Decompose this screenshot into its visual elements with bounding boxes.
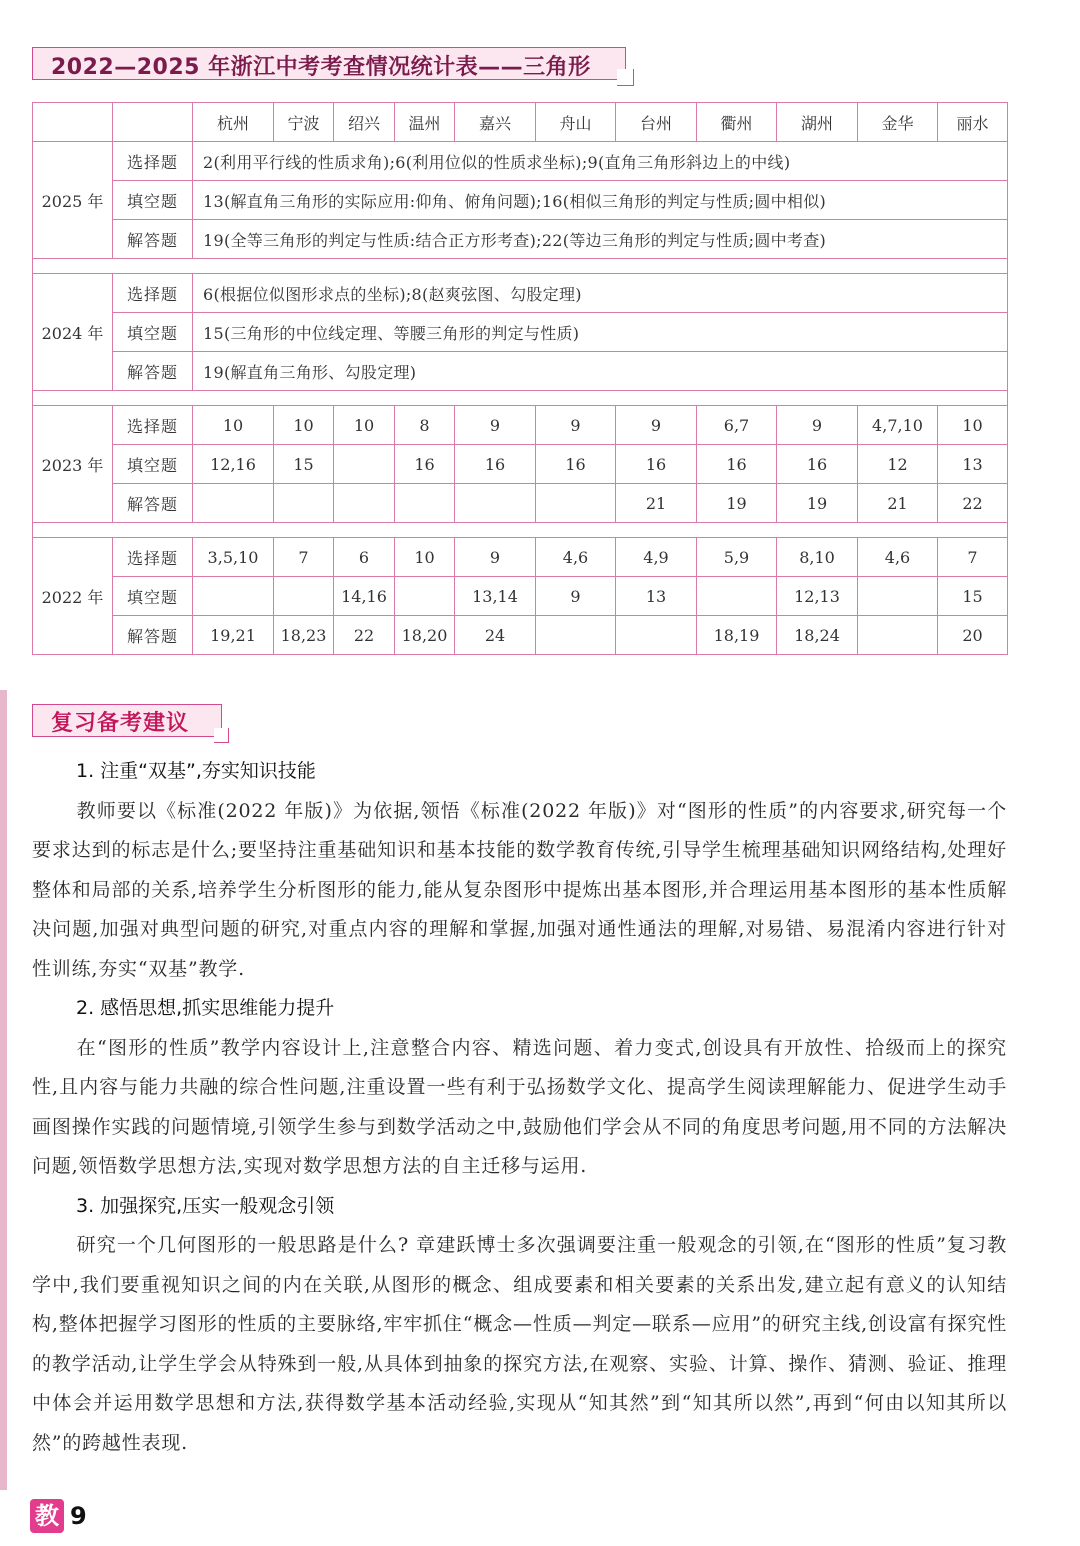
value-cell: 3,5,10 [193,538,274,577]
value-cell [395,484,455,523]
value-cell: 24 [455,616,536,655]
spacer-row [33,523,1008,538]
value-cell: 10 [193,406,274,445]
review-title-banner [32,704,222,737]
value-cell: 8 [395,406,455,445]
value-cell [334,445,395,484]
value-cell: 13 [616,577,697,616]
table-row [33,616,1008,655]
detail-cell: 6(根据位似图形求点的坐标);8(赵爽弦图、勾股定理) [193,274,1008,313]
value-cell: 7 [938,538,1008,577]
value-cell [193,577,274,616]
value-cell: 8,10 [777,538,858,577]
city-header: 杭州 [193,103,274,142]
city-header: 嘉兴 [455,103,536,142]
value-cell: 19 [777,484,858,523]
value-cell: 22 [938,484,1008,523]
detail-cell: 2(利用平行线的性质求角);6(利用位似的性质求坐标);9(直角三角形斜边上的中线) [193,142,1008,181]
value-cell: 9 [455,406,536,445]
value-cell: 18,20 [395,616,455,655]
value-cell: 5,9 [697,538,777,577]
city-header: 宁波 [274,103,334,142]
value-cell: 13 [938,445,1008,484]
value-cell: 18,19 [697,616,777,655]
question-type: 填空题 [113,577,193,616]
question-type: 填空题 [113,181,193,220]
section-heading: 3. 加强探究,压实一般观念引领 [76,1194,335,1217]
table-row [33,352,1008,391]
question-type: 解答题 [113,484,193,523]
header-blank [33,103,113,142]
value-cell [274,484,334,523]
value-cell: 16 [455,445,536,484]
value-cell: 10 [395,538,455,577]
question-type: 选择题 [113,406,193,445]
value-cell [858,616,938,655]
value-cell: 16 [395,445,455,484]
value-cell: 19 [697,484,777,523]
spacer-cell [33,523,1008,538]
value-cell: 4,7,10 [858,406,938,445]
city-header: 衢州 [697,103,777,142]
year-label: 2023 年 [33,406,113,523]
detail-cell: 19(全等三角形的判定与性质:结合正方形考查);22(等边三角形的判定与性质;圆中考查) [193,220,1008,259]
table-row [33,220,1008,259]
question-type: 解答题 [113,352,193,391]
value-cell: 9 [536,406,616,445]
value-cell: 9 [777,406,858,445]
question-type: 填空题 [113,445,193,484]
value-cell: 10 [334,406,395,445]
value-cell: 9 [455,538,536,577]
value-cell: 4,6 [858,538,938,577]
value-cell [395,577,455,616]
table-row [33,577,1008,616]
page-edge-strip [0,690,7,1490]
city-header: 舟山 [536,103,616,142]
question-type: 选择题 [113,538,193,577]
section-heading: 2. 感悟思想,抓实思维能力提升 [76,997,335,1019]
header-blank [113,103,193,142]
value-cell: 15 [938,577,1008,616]
table-row [33,313,1008,352]
spacer-row [33,259,1008,274]
value-cell: 10 [274,406,334,445]
value-cell [616,616,697,655]
value-cell: 18,23 [274,616,334,655]
value-cell: 22 [334,616,395,655]
table-row [33,484,1008,523]
question-type: 选择题 [113,274,193,313]
table-row [33,142,1008,181]
value-cell: 21 [616,484,697,523]
value-cell [334,484,395,523]
page-number: 9 [70,1502,87,1530]
question-type: 选择题 [113,142,193,181]
statistics-table [32,102,1008,655]
table-header-row [33,103,1008,142]
value-cell [274,577,334,616]
section-body: 研究一个几何图形的一般思路是什么? 章建跃博士多次强调要注重一般观念的引领,在“图形的性质”复习教学中,我们要重视知识之间的内在关联,从图形的概念、组成要素和相关要素的关系出发,建立起有意义的认知结构,整体把握学习图形的性质的主要脉络,牢牢抓住“概念—性质—判定—联系—应用”的研究主线,创设富有探究性的教学活动,让学生学会从特殊到一般,从具体到抽象的探究方法,在观察、实验、计算、操作、猜测、验证、推理中体会并运用数学思想和方法,获得数学基本活动经验,实现从“知其然”到“知其所以然”,再到“何由以知其所以然”的跨越性表现. [32,1234,1007,1454]
value-cell [193,484,274,523]
value-cell: 12,16 [193,445,274,484]
section-heading: 1. 注重“双基”,夯实知识技能 [76,760,316,782]
detail-cell: 15(三角形的中位线定理、等腰三角形的判定与性质) [193,313,1008,352]
value-cell: 4,6 [536,538,616,577]
value-cell: 19,21 [193,616,274,655]
value-cell: 15 [274,445,334,484]
spacer-row [33,391,1008,406]
value-cell: 16 [777,445,858,484]
value-cell: 16 [616,445,697,484]
question-type: 解答题 [113,220,193,259]
value-cell: 16 [536,445,616,484]
city-header: 金华 [858,103,938,142]
table-row [33,181,1008,220]
section-body: 在“图形的性质”教学内容设计上,注意整合内容、精选问题、着力变式,创设具有开放性、拾级而上的探究性,且内容与能力共融的综合性问题,注重设置一些有利于弘扬数学文化、提高学生阅读理解能力、促进学生动手画图操作实践的问题情境,引领学生参与到数学活动之中,鼓励他们学会从不同的角度思考问题,用不同的方法解决问题,领悟数学思想方法,实现对数学思想方法的自主迁移与运用. [32,1036,1007,1177]
value-cell: 4,9 [616,538,697,577]
value-cell [536,484,616,523]
table-title: 2022—2025 年浙江中考考查情况统计表——三角形 [51,55,591,80]
table-row [33,406,1008,445]
value-cell: 10 [938,406,1008,445]
value-cell: 18,24 [777,616,858,655]
review-content [32,752,1007,1463]
city-header: 丽水 [938,103,1008,142]
city-header: 绍兴 [334,103,395,142]
city-header: 台州 [616,103,697,142]
page-footer [30,1496,87,1536]
value-cell: 12,13 [777,577,858,616]
value-cell: 9 [616,406,697,445]
city-header: 湖州 [777,103,858,142]
value-cell: 13,14 [455,577,536,616]
value-cell [536,616,616,655]
value-cell: 9 [536,577,616,616]
year-label: 2022 年 [33,538,113,655]
value-cell: 7 [274,538,334,577]
teacher-badge-icon: 教 [30,1499,64,1533]
spacer-cell [33,391,1008,406]
city-header: 温州 [395,103,455,142]
value-cell [697,577,777,616]
review-title: 复习备考建议 [51,711,190,736]
value-cell: 12 [858,445,938,484]
table-row [33,538,1008,577]
table-title-banner [32,47,626,80]
value-cell: 21 [858,484,938,523]
table-row [33,274,1008,313]
detail-cell: 19(解直角三角形、勾股定理) [193,352,1008,391]
question-type: 填空题 [113,313,193,352]
value-cell [858,577,938,616]
value-cell: 20 [938,616,1008,655]
spacer-cell [33,259,1008,274]
year-label: 2024 年 [33,274,113,391]
value-cell [455,484,536,523]
table-row [33,445,1008,484]
detail-cell: 13(解直角三角形的实际应用:仰角、俯角问题);16(相似三角形的判定与性质;圆中相似) [193,181,1008,220]
section-body: 教师要以《标准(2022 年版)》为依据,领悟《标准(2022 年版)》对“图形的性质”的内容要求,研究每一个要求达到的标志是什么;要坚持注重基础知识和基本技能的数学教育传统,引导学生梳理基础知识网络结构,处理好整体和局部的关系,培养学生分析图形的能力,能从复杂图形中提炼出基本图形,并合理运用基本图形的基本性质解决问题,加强对典型问题的研究,对重点内容的理解和掌握,加强对通性通法的理解,对易错、易混淆内容进行针对性训练,夯实“双基”教学. [32,799,1007,980]
year-label: 2025 年 [33,142,113,259]
value-cell: 6,7 [697,406,777,445]
question-type: 解答题 [113,616,193,655]
value-cell: 16 [697,445,777,484]
value-cell: 14,16 [334,577,395,616]
value-cell: 6 [334,538,395,577]
